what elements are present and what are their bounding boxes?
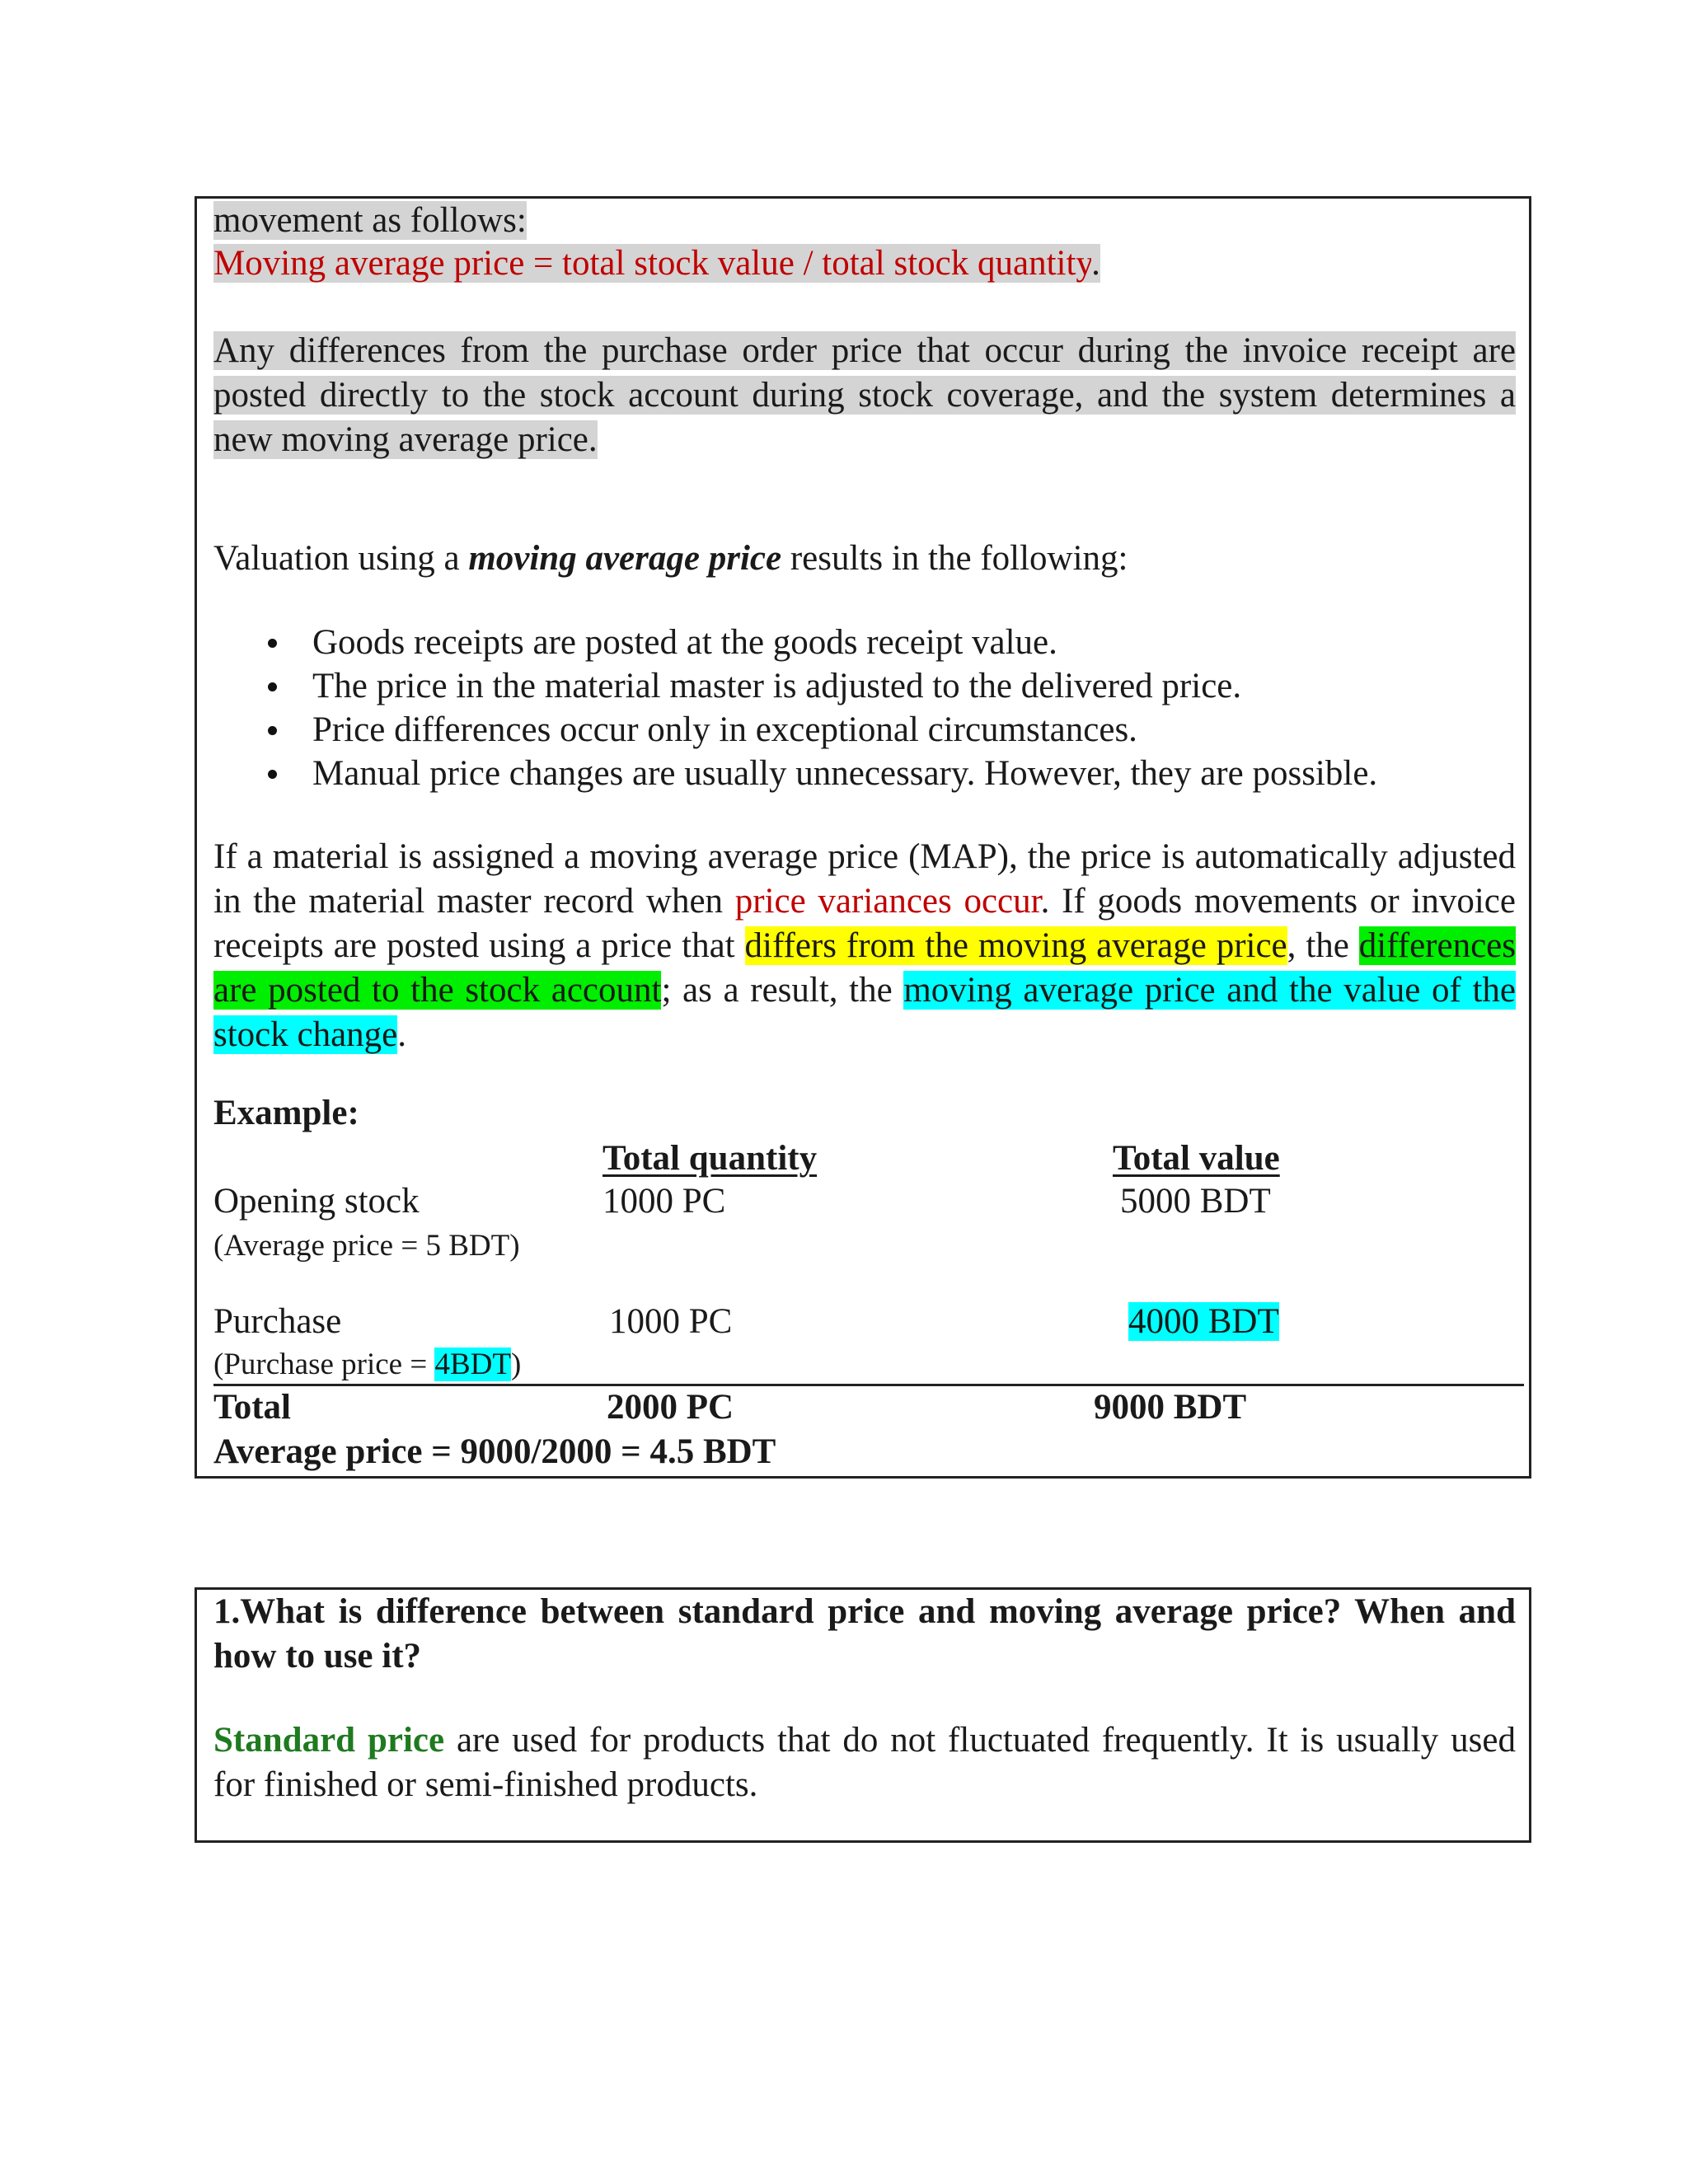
question-heading: 1.What is difference between standard price and moving average price? When and how to use it? xyxy=(213,1592,1516,1675)
map-text-green: differences are posted to the stock account xyxy=(213,926,1516,1010)
purchase-value-text: 4000 BDT xyxy=(1128,1302,1279,1341)
bullet-icon xyxy=(268,770,277,779)
bullet-text: Price differences occur only in exceptional circumstances. xyxy=(312,710,1137,749)
movement-line xyxy=(213,199,527,243)
map-text-4: ; as a result, the xyxy=(661,971,904,1010)
example-heading: Example: xyxy=(213,1094,359,1132)
list-item xyxy=(213,752,1377,795)
map-text-1: If a material is assigned a moving average price (MAP), the price is automatically adjusted in the material master record when xyxy=(213,837,1516,921)
formula-period: . xyxy=(1091,244,1100,283)
list-item xyxy=(213,621,1377,664)
total-quantity: 2000 PC xyxy=(607,1388,734,1427)
opening-stock-label: Opening stock xyxy=(213,1182,420,1221)
bullet-text: The price in the material master is adjusted to the delivered price. xyxy=(312,667,1242,705)
map-text-red: price variances occur xyxy=(734,882,1041,921)
list-item xyxy=(213,708,1377,752)
opening-stock-quantity: 1000 PC xyxy=(603,1182,726,1221)
total-value: 9000 BDT xyxy=(1094,1388,1247,1427)
valuation-intro-emphasis: moving average price xyxy=(468,539,782,578)
map-text-5: . xyxy=(397,1015,407,1054)
valuation-intro xyxy=(213,537,1128,581)
list-item xyxy=(213,664,1377,708)
purchase-note xyxy=(213,1343,521,1387)
bullet-icon xyxy=(268,639,277,648)
purchase-note-highlight: 4BDT xyxy=(434,1347,511,1381)
bullet-text: Goods receipts are posted at the goods receipt value. xyxy=(312,623,1057,662)
formula-line xyxy=(213,241,1100,286)
movement-line-text: movement as follows: xyxy=(213,201,527,240)
total-label: Total xyxy=(213,1388,291,1427)
column-header-value: Total value xyxy=(1113,1139,1280,1178)
total-divider xyxy=(213,1384,1524,1386)
answer-paragraph xyxy=(213,1718,1516,1807)
bullet-text: Manual price changes are usually unnecessary. However, they are possible. xyxy=(312,754,1378,793)
map-text-cyan: moving average price and the value of the stock change xyxy=(213,971,1516,1054)
map-text-2: . If goods movements or invoice receipts are posted using a price that xyxy=(213,882,1516,965)
bullet-icon xyxy=(268,726,277,735)
answer-term: Standard price xyxy=(213,1721,445,1760)
map-text-3: , the xyxy=(1287,926,1359,965)
average-price-line: Average price = 9000/2000 = 4.5 BDT xyxy=(213,1432,776,1471)
content-box-moving-average xyxy=(195,196,1531,1479)
purchase-note-post: ) xyxy=(510,1347,522,1381)
valuation-intro-post: results in the following: xyxy=(781,539,1128,578)
valuation-intro-pre: Valuation using a xyxy=(213,539,469,578)
opening-stock-value: 5000 BDT xyxy=(1120,1182,1271,1221)
purchase-quantity: 1000 PC xyxy=(609,1302,733,1341)
valuation-bullet-list xyxy=(213,621,1377,795)
purchase-note-pre: (Purchase price = xyxy=(213,1347,435,1381)
paragraph-price-differences-text: Any differences from the purchase order price that occur during the invoice receipt are posted directly to the stock account during stock coverage, and the system determines a new moving average price. xyxy=(213,331,1516,459)
opening-stock-note: (Average price = 5 BDT) xyxy=(213,1229,520,1263)
purchase-label: Purchase xyxy=(213,1302,342,1341)
bullet-icon xyxy=(268,682,277,691)
paragraph-map xyxy=(213,835,1516,1057)
answer-text: are used for products that do not fluctuated frequently. It is usually used for finished or semi-finished products. xyxy=(213,1721,1516,1804)
map-text-yellow: differs from the moving average price xyxy=(744,926,1287,965)
paragraph-price-differences xyxy=(213,329,1516,462)
column-header-quantity: Total quantity xyxy=(603,1139,818,1178)
formula-text: Moving average price = total stock value / total stock quantity xyxy=(213,244,1092,283)
content-box-question xyxy=(195,1587,1531,1843)
purchase-value xyxy=(1128,1300,1279,1344)
